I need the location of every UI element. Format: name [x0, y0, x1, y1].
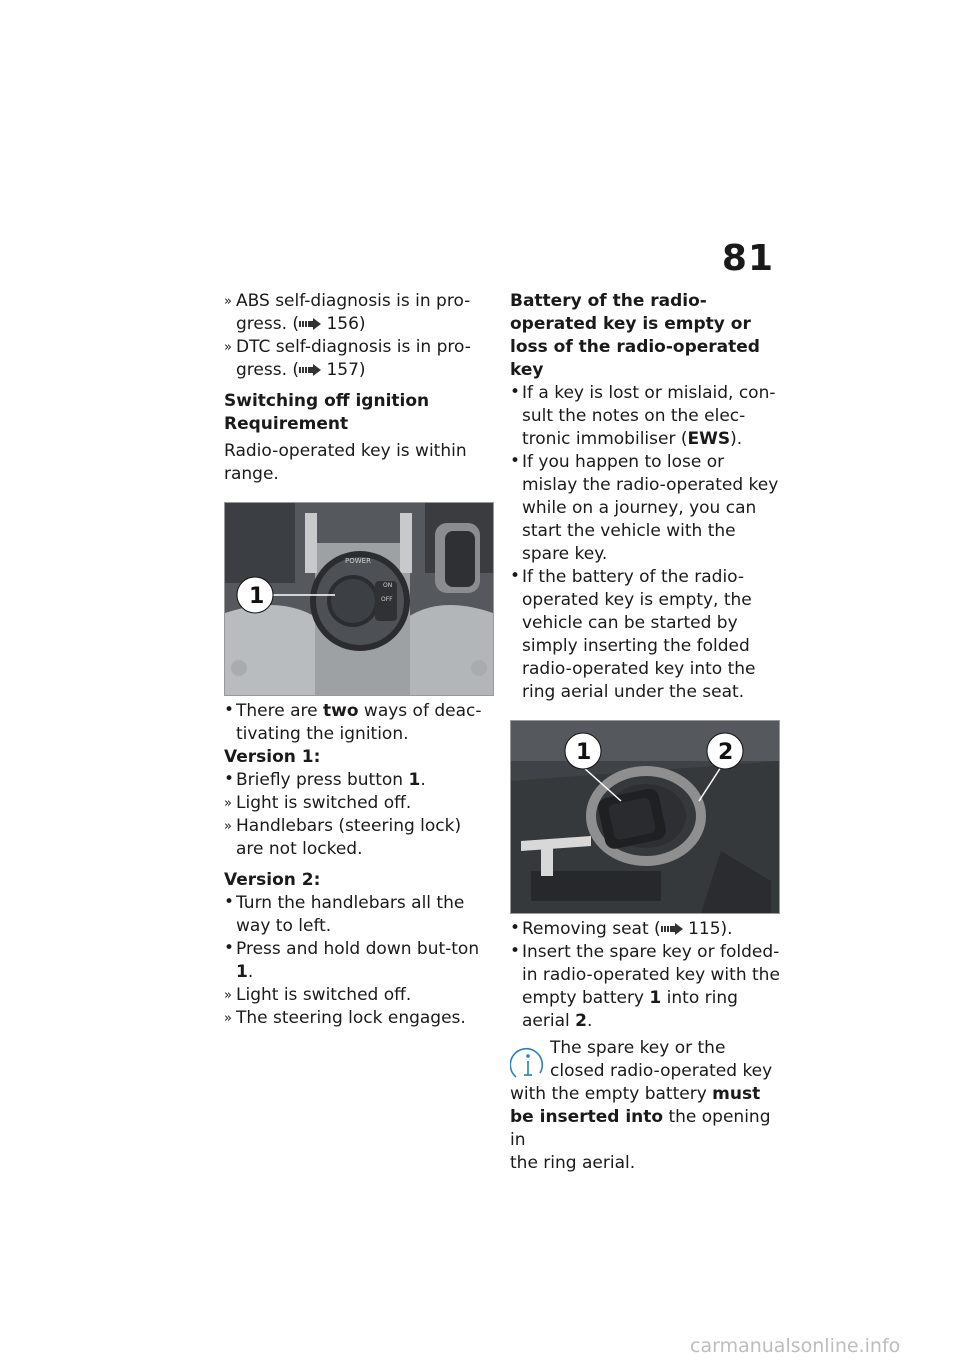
bullet-item [510, 941, 780, 1033]
bullet-icon: • [510, 451, 521, 471]
requirement-label: Requirement [224, 414, 349, 434]
result-item [224, 1007, 489, 1030]
text: There are [236, 701, 323, 721]
bullet-icon: • [224, 892, 235, 912]
bullet-icon: • [224, 938, 235, 958]
page-ref-arrow-icon [299, 364, 321, 376]
note-line: the ring aerial. [510, 1153, 636, 1173]
bullet-item [224, 892, 489, 938]
result-marker-icon: » [224, 796, 232, 811]
text: ). [730, 429, 743, 449]
note-line [510, 1083, 780, 1106]
result-item [224, 815, 489, 861]
bold-text: two [323, 701, 359, 721]
page-ref[interactable]: ( 157) [292, 360, 366, 380]
result-item [224, 984, 489, 1007]
left-column [224, 290, 489, 1030]
info-icon [510, 1043, 546, 1083]
bold-text: be inserted into [510, 1107, 664, 1127]
text: the opening in [510, 1107, 771, 1150]
result-marker-icon: » [224, 819, 232, 834]
off-label: OFF [381, 596, 393, 603]
ring-aerial-figure [510, 720, 780, 914]
text: Insert the spare key or folded-in radio-operated key with the empty battery [522, 942, 780, 1008]
note-line [510, 1106, 780, 1152]
note-line: The spare key or the [550, 1038, 726, 1058]
page-ref-arrow-icon [661, 923, 683, 935]
result-text: The steering lock engages. [236, 1008, 466, 1028]
result-text: ABS self-diagnosis is in pro-gress. [236, 291, 471, 334]
text: If the battery of the radio-operated key is empty, the vehicle can be started by simply inserting the folded radio-operated key into the ring aerial under the seat. [522, 567, 756, 702]
section-heading: Switching off ignition [224, 391, 430, 411]
page-ref[interactable]: ( 156) [292, 314, 366, 334]
page-ref-number: 157) [326, 360, 366, 380]
page-ref-arrow-icon [299, 318, 321, 330]
bold-text: 1 [649, 988, 662, 1008]
text: Briefly press button [236, 770, 409, 790]
version1-label: Version 1: [224, 747, 321, 767]
result-text: DTC self-diagnosis is in pro-gress. [236, 337, 471, 380]
result-marker-icon: » [224, 340, 232, 355]
text: If you happen to lose or mislay the radio-operated key while on a journey, you can start the vehicle with the spare key. [522, 452, 779, 564]
bullet-icon: • [510, 941, 521, 961]
text: Turn the handlebars all the way to left. [236, 893, 465, 936]
bullet-item: • Press and hold down but-ton 1. [224, 938, 480, 982]
on-label: ON [383, 582, 393, 589]
bullet-icon: • [224, 700, 235, 720]
result-text: Light is switched off. [236, 793, 412, 813]
bullet-icon: • [224, 769, 235, 789]
text: If a key is lost or mislaid, con-sult the notes on the elec-tronic immobiliser ( [522, 383, 776, 449]
bullet-icon: • [510, 566, 521, 586]
bullet-item [510, 566, 780, 704]
requirement-text: Radio-operated key is within range. [224, 441, 467, 484]
ignition-button-illustration [225, 503, 493, 695]
result-item [224, 792, 489, 815]
ring-aerial-illustration [511, 721, 779, 913]
callout-2: 2 [718, 740, 734, 765]
text: ways of deac-tivating the ignition. [236, 701, 482, 744]
bold-text: 1 [236, 962, 248, 982]
bold-text: EWS [687, 429, 731, 449]
result-marker-icon: » [224, 988, 232, 1003]
text: with the empty battery [510, 1084, 713, 1104]
result-marker-icon: » [224, 294, 232, 309]
page-number: 81 [721, 238, 774, 279]
result-text: Light is switched off. [236, 985, 412, 1005]
bold-text: must [712, 1084, 761, 1104]
bullet-item [510, 382, 780, 451]
text: . [586, 1011, 593, 1031]
bullet-icon: • [510, 382, 521, 402]
bold-text: 1 [408, 770, 421, 790]
ignition-button-figure [224, 502, 494, 696]
info-note [510, 1037, 780, 1175]
right-column [510, 290, 780, 1175]
version2-label: Version 2: [224, 870, 321, 890]
text: into ring aerial [522, 988, 738, 1031]
text: Press and hold down but-ton [236, 939, 480, 959]
power-label: POWER [345, 557, 371, 565]
bullet-item: • Briefly press button 1. [224, 769, 426, 790]
callout-1: 1 [576, 740, 592, 765]
result-item [224, 290, 489, 336]
result-marker-icon: » [224, 1011, 232, 1026]
result-text: Handlebars (steering lock) are not locked. [236, 816, 462, 859]
bullet-icon: • [510, 918, 521, 938]
result-item [224, 336, 489, 382]
note-line: closed radio-operated key [550, 1061, 773, 1081]
section-heading: Battery of the radio-operated key is empty or loss of the radio-operated key [510, 291, 760, 380]
bullet-item [224, 700, 489, 746]
bullet-item [510, 451, 780, 566]
callout-1: 1 [249, 584, 265, 609]
page-ref-number: 115). [688, 919, 733, 939]
page-ref[interactable] [661, 919, 733, 939]
page-ref-number: 156) [326, 314, 366, 334]
footer-watermark: carmanualsonline.info [690, 1335, 901, 1357]
text: Removing seat ( [522, 919, 661, 939]
bullet-item [510, 918, 780, 941]
bold-text: 2 [575, 1011, 587, 1031]
